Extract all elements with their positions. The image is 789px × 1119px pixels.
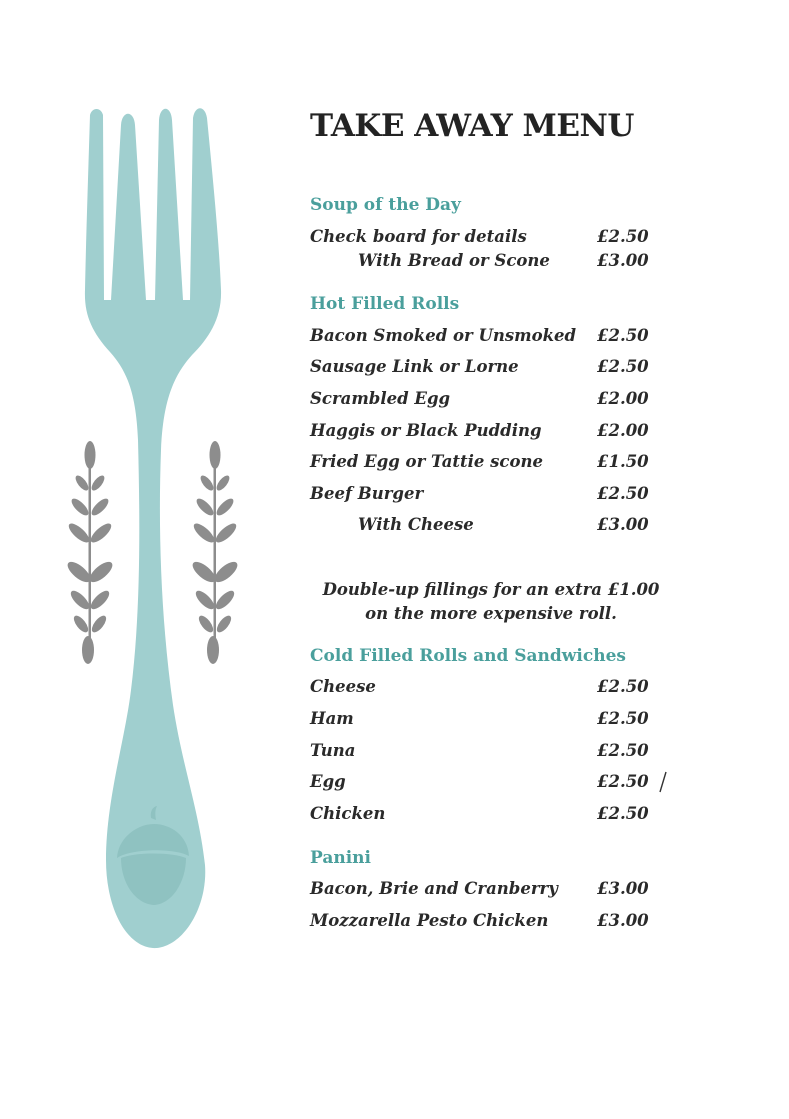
item-name: With Cheese xyxy=(358,515,474,534)
menu-item xyxy=(310,324,710,348)
item-price: £2.50 xyxy=(597,677,649,696)
section-heading-hot-rolls: Hot Filled Rolls xyxy=(310,294,460,314)
decorative-artwork xyxy=(0,0,300,1119)
item-name: Fried Egg or Tattie scone xyxy=(310,452,543,471)
menu-item xyxy=(310,513,710,537)
menu-item xyxy=(310,877,710,901)
item-name: Sausage Link or Lorne xyxy=(310,357,519,376)
menu-item xyxy=(310,739,710,763)
item-name: Ham xyxy=(310,709,354,728)
menu-item xyxy=(310,482,710,506)
item-price: £2.00 xyxy=(597,421,649,440)
item-name: Check board for details xyxy=(310,227,527,246)
item-name: Chicken xyxy=(310,804,386,823)
section-heading-soup: Soup of the Day xyxy=(310,195,461,215)
item-price: £3.00 xyxy=(597,251,649,270)
menu-item xyxy=(310,909,710,933)
item-name: Tuna xyxy=(310,741,356,760)
item-name: Bacon Smoked or Unsmoked xyxy=(310,326,577,345)
section-heading-panini: Panini xyxy=(310,848,371,868)
item-price: £3.00 xyxy=(597,515,649,534)
item-price: £2.50 xyxy=(597,772,649,791)
item-name: Beef Burger xyxy=(310,484,424,503)
item-price: £3.00 xyxy=(597,879,649,898)
item-price: £2.50 xyxy=(597,326,649,345)
item-name: Mozzarella Pesto Chicken xyxy=(310,911,549,930)
menu-item xyxy=(310,770,710,794)
item-name: Bacon, Brie and Cranberry xyxy=(310,879,558,898)
item-price: £2.50 xyxy=(597,227,649,246)
item-name: With Bread or Scone xyxy=(358,251,550,270)
item-name: Cheese xyxy=(310,677,376,696)
menu-item xyxy=(310,707,710,731)
item-price: £2.50 xyxy=(597,741,649,760)
menu-item xyxy=(310,802,710,826)
menu-item xyxy=(310,387,710,411)
menu-item xyxy=(310,419,710,443)
item-price: £2.00 xyxy=(597,389,649,408)
menu-item xyxy=(310,225,710,249)
double-up-note: Double-up fillings for an extra £1.00 on the more expensive roll. xyxy=(322,580,660,623)
menu-item xyxy=(310,355,710,379)
item-price: £2.50 xyxy=(597,357,649,376)
menu-item xyxy=(310,249,710,273)
section-heading-cold-rolls: Cold Filled Rolls and Sandwiches xyxy=(310,646,626,666)
item-price: £2.50 xyxy=(597,709,649,728)
item-price: £1.50 xyxy=(597,452,649,471)
item-name: Haggis or Black Pudding xyxy=(310,421,542,440)
item-price: £3.00 xyxy=(597,911,649,930)
item-price: £2.50 xyxy=(597,484,649,503)
pen-mark xyxy=(656,770,670,796)
menu-item xyxy=(310,450,710,474)
item-name: Scrambled Egg xyxy=(310,389,451,408)
page-title: TAKE AWAY MENU xyxy=(310,108,634,144)
item-name: Egg xyxy=(310,772,346,791)
item-price: £2.50 xyxy=(597,804,649,823)
menu-item xyxy=(310,675,710,699)
